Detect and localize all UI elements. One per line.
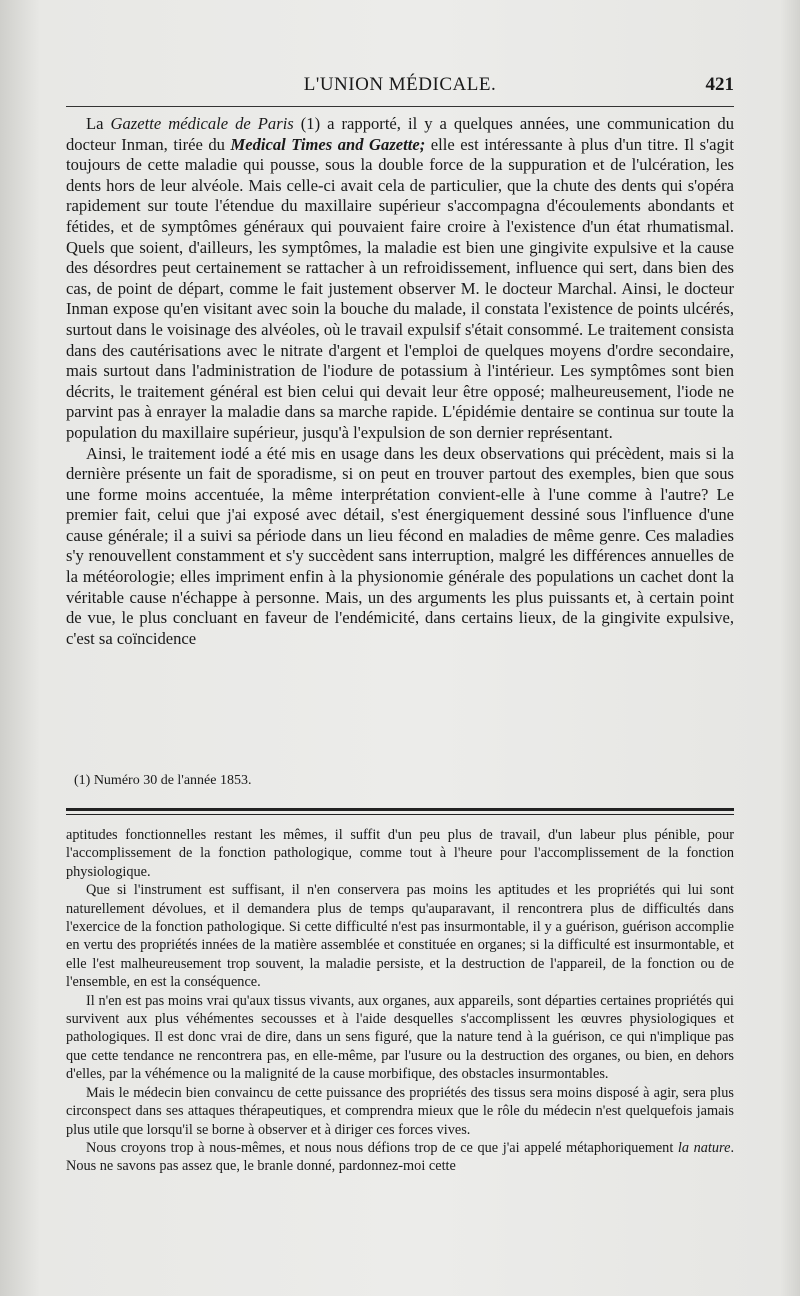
text-run: (1) a rapporté, il y a quelques années, une communication du docteur Inman, tirée du — [66, 114, 734, 154]
paragraph: Il n'en est pas moins vrai qu'aux tissus vivants, aux organes, aux appareils, sont départies certaines propriétés qui survivent aux plus véhémentes secousses et à l'aide desquelles s'accomplissent les œuvres physiologiques et pathologiques. Il est donc vrai de dire, dans un sens figuré, que la nature tend à la guérison, ce qui n'implique pas que cette tendance ne rencontrera pas, en elle-même, par l'usure ou la destruction des organes, ou bien, en dehors d'elles, par la véhémence ou la malignité de la cause morbifique, des obstacles insurmontables. — [66, 992, 734, 1083]
text-run: elle est intéressante à plus d'un titre. Il s'agit toujours de cette maladie qui pousse, sous la double force de la suppuration et de l'ulcération, les dents hors de leur alvéole. Mais celle-ci avait cela de particulier, que la chute des dents qui s'opéra rapidement sur toute l'étendue du maxillaire supérieur s'accompagna d'écoulements abondants et fétides, et de symptômes généraux qui pouvaient faire croire à l'existence d'un état rhumatismal. Quels que soient, d'ailleurs, les symptômes, la maladie est bien une gingivite expulsive et la cause des désordres peut certainement se rattacher à un refroidissement, influence qui sert, dans bien des cas, de point de départ, comme le fait justement observer M. le docteur Marchal. Ainsi, le docteur Inman expose qu'en visitant avec soin la bouche du malade, il constata l'existence de points ulcérés, surtout dans le voisinage des alvéoles, où le travail expulsif s'était consommé. Le traitement consista dans des cautérisations avec le nitrate d'argent et l'emploi de quelques moyens d'ordre secondaire, mais surtout dans l'administration de l'iodure de potassium à l'intérieur. Les symptômes sont bien décrits, le traitement général est bien celui qui devait leur être opposé; malheureusement, l'iode ne parvint pas à enrayer la maladie dans sa marche rapide. L'épidémie dentaire se continua sur toute la population du maxillaire supérieur, jusqu'à l'expulsion de son dernier représentant. — [66, 134, 734, 442]
page-number: 421 — [705, 74, 734, 95]
emphasis: la nature — [677, 1139, 731, 1156]
paragraph: aptitudes fonctionnelles restant les mêmes, il suffit d'un peu plus de travail, d'un labeur plus pénible, pour l'accomplissement de la fonction pathologique, comme tout à l'heure pour l'accomplissement de la fonction physiologique. — [66, 827, 734, 880]
paragraph: Que si l'instrument est suffisant, il n'en conservera pas moins les aptitudes et les propriétés qui lui sont naturellement dévolues, et il demandera plus de temps qu'auparavant, il rencontrera plus de difficultés dans l'exercice de la fonction pathologique. Si cette difficulté n'est pas insurmontable, il y a guérison, guérison accomplie en vertu des propriétés innées de la matière assemblée et constituée en organes; si la difficulté est insurmontable, et elle l'est malheureusement trop souvent, la maladie persiste, et la destruction de l'appareil, de la fonction ou de l'ensemble, en est la conséquence. — [66, 882, 734, 991]
paragraph: Ainsi, le traitement iodé a été mis en usage dans les deux observations qui précèdent, mais si la dernière présente un fait de sporadisme, si on peut en trouver partout des exemples, bien que sous une forme moins accentuée, la même interprétation convient-elle à l'une comme à l'autre? Le premier fait, celui que j'ai exposé avec détail, s'est énergiquement dessiné sous l'influence d'une cause générale; il a suivi sa période dans un lieu fécond en maladies de même genre. Ces maladies s'y renouvellent constamment et s'y succèdent sans interruption, malgré les différences annuelles de la météorologie; elles impriment enfin à la physionomie générale des populations un cachet dont la véritable cause n'échappe à personne. Mais, un des arguments les plus puissants et, à certain point de vue, le plus concluant en faveur de l'endémicité, dans certains lieux, de la gingivite expulsive, c'est sa coïncidence — [66, 443, 734, 648]
text-run: . Nous ne savons pas assez que, le branle donné, pardonnez-moi cette — [66, 1139, 735, 1175]
paragraph: Mais le médecin bien convaincu de cette puissance des propriétés des tissus sera moins disposé à agir, sera plus circonspect dans ses attaques thérapeutiques, et comprendra mieux que le rôle du médecin n'est quelquefois jamais plus utile que lorsqu'il se borne à observer et à diriger ces forces vives. — [66, 1084, 734, 1138]
paragraph — [66, 1139, 734, 1176]
header-rule — [66, 106, 734, 107]
text-run: Nous croyons trop à nous-mêmes, et nous nous défions trop de ce que j'ai appelé métaphoriquement — [86, 1139, 678, 1156]
section-divider-thin — [66, 814, 734, 815]
feuilleton-text — [66, 826, 734, 1176]
page-header — [66, 70, 734, 102]
journal-title: Medical Times and Gazette; — [230, 134, 426, 154]
journal-title: Gazette médicale de Paris — [110, 114, 294, 133]
paragraph — [66, 114, 734, 444]
footnote-block — [66, 772, 734, 790]
footnote: (1) Numéro 30 de l'année 1853. — [74, 773, 252, 788]
text-run: La — [86, 114, 111, 133]
section-divider — [66, 808, 734, 811]
article-text-top — [66, 114, 734, 649]
running-title: L'UNION MÉDICALE. — [303, 74, 497, 95]
